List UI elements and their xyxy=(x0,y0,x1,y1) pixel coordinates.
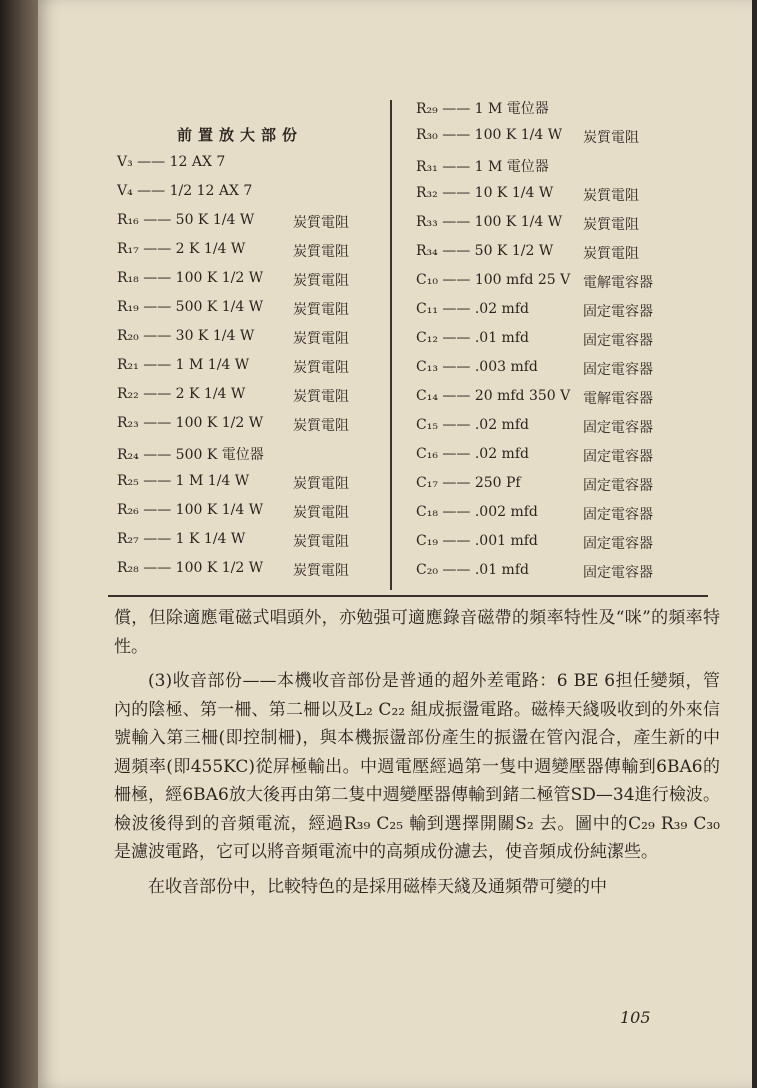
part-value: R₂₇ —— 1 K 1/4 W xyxy=(117,531,246,547)
part-value: C₁₆ —— .02 mfd xyxy=(416,446,529,462)
part-value: R₂₈ —— 100 K 1/2 W xyxy=(117,560,264,576)
part-value: R₂₀ —— 30 K 1/4 W xyxy=(117,328,255,344)
part-description: 炭質電阻 xyxy=(293,215,349,231)
part-value: C₁₂ —— .01 mfd xyxy=(416,330,529,346)
part-value: C₁₁ —— .02 mfd xyxy=(416,301,529,317)
part-description: 固定電容器 xyxy=(583,507,653,523)
part-value: C₁₉ —— .001 mfd xyxy=(416,533,538,549)
parts-list-right xyxy=(416,98,696,591)
parts-list-row xyxy=(416,533,696,562)
part-value: C₂₀ —— .01 mfd xyxy=(416,562,529,578)
parts-list-row xyxy=(117,357,417,386)
part-value: C₁₃ —— .003 mfd xyxy=(416,359,538,375)
part-description: 炭質電阻 xyxy=(583,246,639,262)
part-value: R₂₉ —— 1 M 電位器 xyxy=(416,101,549,117)
part-value: R₁₇ —— 2 K 1/4 W xyxy=(117,241,246,257)
column-divider xyxy=(390,100,392,590)
part-value: R₁₉ —— 500 K 1/4 W xyxy=(117,299,264,315)
book-binding xyxy=(0,0,38,1088)
part-value: R₁₈ —— 100 K 1/2 W xyxy=(117,270,264,286)
part-value: C₁₈ —— .002 mfd xyxy=(416,504,538,520)
parts-list-row xyxy=(117,212,417,241)
part-description: 炭質電阻 xyxy=(293,563,349,579)
part-description: 炭質電阻 xyxy=(293,360,349,376)
parts-list-row xyxy=(416,446,696,475)
part-description: 固定電容器 xyxy=(583,333,653,349)
part-description: 固定電容器 xyxy=(583,362,653,378)
part-description: 固定電容器 xyxy=(583,536,653,552)
parts-list-row xyxy=(117,386,417,415)
parts-list-row xyxy=(416,359,696,388)
parts-list-row xyxy=(416,562,696,591)
part-description: 炭質電阻 xyxy=(293,476,349,492)
parts-list-row xyxy=(416,504,696,533)
parts-list-row xyxy=(416,301,696,330)
part-value: C₁₀ —— 100 mfd 25 V xyxy=(416,272,571,288)
part-value: C₁₇ —— 250 Pf xyxy=(416,475,521,491)
parts-list-row xyxy=(416,243,696,272)
part-description: 炭質電阻 xyxy=(293,389,349,405)
part-value: R₂₂ —— 2 K 1/4 W xyxy=(117,386,246,402)
paragraph-1: 償，但除適應電磁式唱頭外，亦勉强可適應錄音磁帶的頻率特性及“咪”的頻率特性。 xyxy=(114,608,720,657)
parts-list-row xyxy=(117,154,417,183)
parts-list-row xyxy=(416,388,696,417)
part-description: 固定電容器 xyxy=(583,449,653,465)
part-value: V₄ —— 1/2 12 AX 7 xyxy=(117,183,253,199)
part-description: 固定電容器 xyxy=(583,304,653,320)
parts-list-row xyxy=(117,415,417,444)
part-value: R₃₂ —— 10 K 1/4 W xyxy=(416,185,554,201)
part-description: 炭質電阻 xyxy=(293,418,349,434)
parts-list-row xyxy=(416,156,696,185)
part-description: 炭質電阻 xyxy=(293,534,349,550)
part-value: R₃₄ —— 50 K 1/2 W xyxy=(416,243,554,259)
parts-list-row xyxy=(117,299,417,328)
parts-list-row xyxy=(117,183,417,212)
part-value: V₃ —— 12 AX 7 xyxy=(117,154,226,170)
part-value: R₂₁ —— 1 M 1/4 W xyxy=(117,357,250,373)
parts-list-left xyxy=(117,124,417,589)
parts-list-row xyxy=(416,214,696,243)
part-description: 固定電容器 xyxy=(583,478,653,494)
part-value: R₂₅ —— 1 M 1/4 W xyxy=(117,473,250,489)
part-description: 炭質電阻 xyxy=(583,217,639,233)
parts-list-row xyxy=(416,98,696,127)
paragraph-3: 在收音部份中，比較特色的是採用磁棒天綫及通頻帶可變的中 xyxy=(148,876,607,897)
part-value: R₂₄ —— 500 K 電位器 xyxy=(117,447,264,463)
parts-list-row xyxy=(416,272,696,301)
parts-list-row xyxy=(117,502,417,531)
part-description: 電解電容器 xyxy=(583,391,653,407)
part-description: 電解電容器 xyxy=(583,275,653,291)
part-description: 炭質電阻 xyxy=(293,273,349,289)
part-value: C₁₅ —— .02 mfd xyxy=(416,417,529,433)
section-title: 前置放大部份 xyxy=(177,126,304,144)
paragraph-2: (3)收音部份——本機收音部份是普通的超外差電路：6 BE 6担任變頻，管內的陰極、第一柵、第二柵以及L₂ C₂₂ 組成振盪電路。磁棒天綫吸收到的外來信號輸入第三柵(即控制柵)，與本機振盪部份產生的振盪在管內混合，產生新的中週頻率(即455KC)從屏極輸出。中週電壓經過第一隻中週變壓器傳輸到6BA6的柵極，經6BA6放大後再由第二隻中週變壓器傳輸到鍺二極管SD—34進行檢波。檢波後得到的音頻電流，經過R₃₉ C₂₅ 輸到選擇開關S₂ 去。圖中的C₂₉ R₃₉ C₃₀ 是濾波電路，它可以將音頻電流中的高頻成份濾去，使音頻成份純潔些。 xyxy=(114,671,720,862)
horizontal-rule xyxy=(108,595,708,597)
part-value: R₁₆ —— 50 K 1/4 W xyxy=(117,212,255,228)
parts-list-row xyxy=(117,328,417,357)
parts-list-row xyxy=(416,330,696,359)
parts-list-row xyxy=(117,270,417,299)
parts-list-row xyxy=(416,475,696,504)
part-description: 炭質電阻 xyxy=(583,188,639,204)
parts-list-row xyxy=(416,127,696,156)
part-value: R₃₃ —— 100 K 1/4 W xyxy=(416,214,563,230)
parts-list-row xyxy=(416,417,696,446)
part-value: R₃₁ —— 1 M 電位器 xyxy=(416,159,549,175)
part-description: 固定電容器 xyxy=(583,420,653,436)
part-description: 炭質電阻 xyxy=(293,302,349,318)
book-page xyxy=(38,0,752,1088)
parts-list-row xyxy=(416,185,696,214)
parts-list-row xyxy=(117,531,417,560)
part-value: R₃₀ —— 100 K 1/4 W xyxy=(416,127,563,143)
part-value: R₂₆ —— 100 K 1/4 W xyxy=(117,502,264,518)
parts-list-row xyxy=(117,560,417,589)
parts-list-row xyxy=(117,241,417,270)
part-description: 炭質電阻 xyxy=(293,244,349,260)
body-text xyxy=(114,604,720,901)
page-number: 105 xyxy=(620,1008,651,1027)
part-description: 固定電容器 xyxy=(583,565,653,581)
part-description: 炭質電阻 xyxy=(293,505,349,521)
part-value: R₂₃ —— 100 K 1/2 W xyxy=(117,415,264,431)
part-value: C₁₄ —— 20 mfd 350 V xyxy=(416,388,571,404)
parts-list-row xyxy=(117,473,417,502)
part-description: 炭質電阻 xyxy=(293,331,349,347)
part-description: 炭質電阻 xyxy=(583,130,639,146)
parts-list-row xyxy=(117,444,417,473)
